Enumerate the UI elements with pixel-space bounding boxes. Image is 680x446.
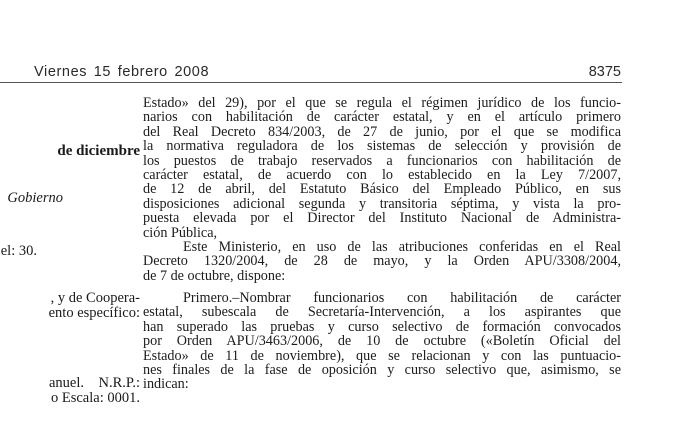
text-line: del Real Decreto 834/2003, de 27 de junio, por el que se modifica — [143, 123, 621, 140]
text-line: Estado» del 29), por el que se regula el régimen jurídico de los funcio- — [143, 95, 621, 111]
text-line: estatal, subescala de Secretaría-Intervención, a los aspirantes que — [143, 304, 621, 321]
left-fragment: , y de Coopera- — [50, 290, 140, 306]
text-line: puesta elevada por el Director del Instituto Nacional de Administra- — [143, 210, 621, 227]
text-line: Primero.–Nombrar funcionarios con habilitación de carácter — [183, 290, 621, 307]
text-line: Decreto 1320/2004, de 28 de mayo, y la Orden APU/3308/2004, — [143, 253, 621, 270]
page-header — [0, 62, 622, 83]
left-fragment: Gobierno — [7, 190, 63, 206]
paragraph-3 — [143, 291, 621, 392]
text-line: la normativa reguladora de los sistemas de selección y provisión de — [143, 138, 621, 155]
text-line: disposiciones adicional segunda y transitoria séptima, y vista la pro- — [143, 195, 621, 212]
page-number: 8375 — [588, 64, 621, 80]
text-line: de 12 de abril, del Estatuto Básico del Empleado Público, en sus — [143, 181, 621, 198]
paragraph-2 — [143, 240, 621, 283]
text-line: ción Pública, — [143, 224, 218, 241]
left-fragment: el: 30. — [0, 243, 37, 259]
text-line: los puestos de trabajo reservados a funcionarios con habilitación de — [143, 152, 621, 169]
header-date: Viernes 15 febrero 2008 — [34, 64, 210, 80]
text-line: Este Ministerio, en uso de las atribuciones conferidas en el Real — [183, 238, 621, 255]
text-line: nes finales de la fase de oposición y curso selectivo que, asimismo, se — [143, 362, 621, 379]
left-fragment: de diciembre — [57, 143, 140, 159]
text-line: carácter estatal, de acuerdo con lo establecido en la Ley 7/2007, — [143, 166, 621, 183]
left-fragment: ento específico: — [48, 305, 140, 321]
text-line: indican: — [143, 376, 189, 393]
main-text-column — [143, 96, 621, 392]
paragraph-1 — [143, 96, 621, 240]
left-fragment: o Escala: 0001. — [51, 390, 140, 406]
text-line: de 7 de octubre, dispone: — [143, 267, 286, 284]
text-line: por Orden APU/3463/2006, de 10 de octubre («Boletín Oficial del — [143, 333, 621, 350]
left-fragment: anuel. N.R.P.: — [48, 375, 140, 391]
text-line: han superado las pruebas y curso selectivo de formación convocados — [143, 318, 621, 335]
text-line: Estado» de 11 de noviembre), que se relacionan y con las puntuacio- — [143, 347, 621, 364]
text-line: narios con habilitación de carácter estatal, y en el artículo primero — [143, 109, 621, 126]
